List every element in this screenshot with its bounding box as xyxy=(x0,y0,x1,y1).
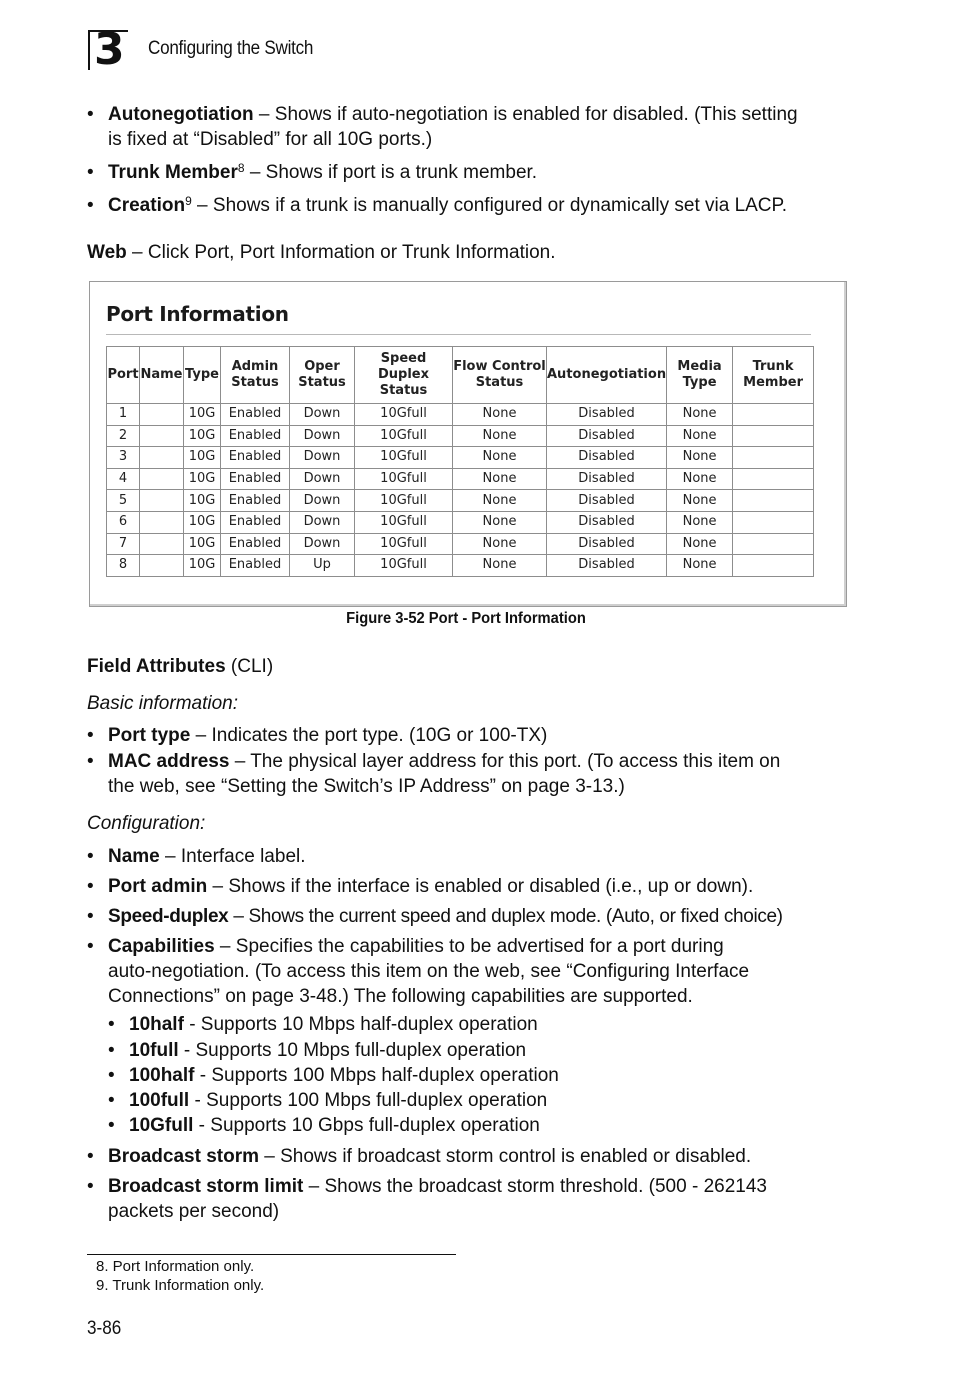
footnote-ref: 9 xyxy=(185,194,192,208)
table-cell: Enabled xyxy=(221,447,290,469)
desc: - Supports 100 Mbps full-duplex operation xyxy=(189,1090,548,1111)
chapter-number-box xyxy=(88,24,128,75)
configuration-heading: Configuration: xyxy=(87,813,206,834)
table-cell: Down xyxy=(290,533,355,555)
table-cell: None xyxy=(667,511,733,533)
column-header: Admin Status xyxy=(221,347,290,404)
table-cell xyxy=(733,555,814,577)
table-cell: 10Gfull xyxy=(355,533,453,555)
table-cell: Disabled xyxy=(547,533,667,555)
capability-10half xyxy=(108,1012,808,1037)
term: 100half xyxy=(129,1065,195,1086)
desc: - Supports 100 Mbps half-duplex operation xyxy=(194,1065,559,1086)
capability-10full xyxy=(108,1038,808,1063)
web-instructions xyxy=(87,240,555,265)
bullet-name xyxy=(87,844,867,869)
table-cell xyxy=(733,447,814,469)
table-cell: 10G xyxy=(184,490,221,512)
table-row xyxy=(107,555,814,577)
table-cell: None xyxy=(667,555,733,577)
term: Field Attributes xyxy=(87,656,226,677)
table-cell: Down xyxy=(290,490,355,512)
table-cell: Enabled xyxy=(221,490,290,512)
table-cell xyxy=(140,447,184,469)
table-cell: 1 xyxy=(107,404,140,426)
table-cell xyxy=(733,425,814,447)
desc: (CLI) xyxy=(225,656,274,677)
table-cell: None xyxy=(453,490,547,512)
desc: – Indicates the port type. (10G or 100-TX) xyxy=(190,725,548,746)
bullet-capabilities xyxy=(87,934,867,1009)
term: 10half xyxy=(129,1014,184,1035)
chapter-number: 3 xyxy=(94,24,125,75)
desc: - Supports 10 Mbps half-duplex operation xyxy=(183,1014,538,1035)
table-cell: 10Gfull xyxy=(355,555,453,577)
term: Creation xyxy=(108,195,186,216)
table-cell: Disabled xyxy=(547,511,667,533)
desc-line3: Connections” on page 3-48.) The following capabilities are supported. xyxy=(108,986,693,1007)
table-cell: 10G xyxy=(184,511,221,533)
column-header: Type xyxy=(184,347,221,404)
desc-line2: packets per second) xyxy=(108,1201,280,1222)
term: Port type xyxy=(108,725,191,746)
bullet-dot: • xyxy=(87,1176,94,1197)
table-cell: Enabled xyxy=(221,404,290,426)
term: 10full xyxy=(129,1040,179,1061)
table-cell xyxy=(733,490,814,512)
table-cell xyxy=(733,404,814,426)
table-cell: Up xyxy=(290,555,355,577)
column-header: Autonegotiation xyxy=(547,347,667,404)
table-cell: 10Gfull xyxy=(355,468,453,490)
desc: – Interface label. xyxy=(159,846,306,867)
bullet-dot: • xyxy=(87,751,94,772)
table-cell xyxy=(140,511,184,533)
bullet-dot: • xyxy=(108,1115,115,1136)
bullet-dot: • xyxy=(87,846,94,867)
table-cell: 10Gfull xyxy=(355,511,453,533)
table-cell xyxy=(140,533,184,555)
field-attributes-heading xyxy=(87,654,273,679)
table-cell: None xyxy=(453,555,547,577)
term: Broadcast storm xyxy=(108,1146,259,1167)
table-cell xyxy=(140,468,184,490)
table-row xyxy=(107,468,814,490)
table-cell: Down xyxy=(290,404,355,426)
column-header: Media Type xyxy=(667,347,733,404)
bullet-broadcast-storm xyxy=(87,1144,867,1169)
table-cell xyxy=(140,555,184,577)
bullet-speed-duplex xyxy=(87,904,867,929)
bullet-mac-address xyxy=(87,749,867,799)
desc: – Shows if auto-negotiation is enabled for disabled. (This setting xyxy=(253,104,798,125)
table-cell: 6 xyxy=(107,511,140,533)
term: Broadcast storm limit xyxy=(108,1176,304,1197)
table-cell xyxy=(733,468,814,490)
term: Name xyxy=(108,846,160,867)
table-cell: Enabled xyxy=(221,468,290,490)
table-cell: 7 xyxy=(107,533,140,555)
table-cell: Down xyxy=(290,511,355,533)
table-cell xyxy=(733,533,814,555)
bullet-dot: • xyxy=(108,1040,115,1061)
port-information-table xyxy=(106,346,814,577)
table-cell: Disabled xyxy=(547,425,667,447)
table-cell: None xyxy=(667,447,733,469)
table-cell: 10G xyxy=(184,555,221,577)
bullet-dot: • xyxy=(108,1065,115,1086)
table-cell: Disabled xyxy=(547,404,667,426)
table-cell xyxy=(140,490,184,512)
table-cell: Enabled xyxy=(221,555,290,577)
column-header: Trunk Member xyxy=(733,347,814,404)
table-cell xyxy=(733,511,814,533)
bullet-dot: • xyxy=(87,725,94,746)
bullet-autonegotiation xyxy=(87,102,867,152)
desc: – Shows if a trunk is manually configured or dynamically set via LACP. xyxy=(191,195,788,216)
column-header: Speed Duplex Status xyxy=(355,347,453,404)
table-cell: Down xyxy=(290,425,355,447)
table-cell: Enabled xyxy=(221,511,290,533)
table-cell: 10G xyxy=(184,468,221,490)
bullet-creation xyxy=(87,193,867,218)
table-row xyxy=(107,425,814,447)
table-row xyxy=(107,533,814,555)
desc-line2: the web, see “Setting the Switch’s IP Address” on page 3-13.) xyxy=(108,776,625,797)
table-cell: 3 xyxy=(107,447,140,469)
table-cell: 10G xyxy=(184,447,221,469)
table-row xyxy=(107,404,814,426)
table-cell: Down xyxy=(290,447,355,469)
term: Web xyxy=(87,242,127,263)
bullet-dot: • xyxy=(87,876,94,897)
bullet-dot: • xyxy=(108,1090,115,1111)
column-header: Flow Control Status xyxy=(453,347,547,404)
column-header: Name xyxy=(140,347,184,404)
table-cell: Down xyxy=(290,468,355,490)
table-header-row xyxy=(107,347,814,404)
chapter-title: Configuring the Switch xyxy=(148,38,314,59)
table-cell: None xyxy=(453,425,547,447)
footnote-divider xyxy=(87,1254,456,1255)
bullet-dot: • xyxy=(87,1146,94,1167)
bullet-dot: • xyxy=(87,104,94,125)
desc-line2: auto-negotiation. (To access this item on the web, see “Configuring Interface xyxy=(108,961,750,982)
bullet-port-type xyxy=(87,723,867,748)
table-cell: 10G xyxy=(184,533,221,555)
screenshot-title: Port Information xyxy=(106,302,289,326)
port-information-screenshot xyxy=(89,281,847,607)
table-cell: None xyxy=(667,468,733,490)
table-cell: 10G xyxy=(184,404,221,426)
table-cell: 10Gfull xyxy=(355,447,453,469)
footnote-9: 9. Trunk Information only. xyxy=(96,1277,265,1294)
desc: – Shows the broadcast storm threshold. (500 - 262143 xyxy=(303,1176,767,1197)
table-row xyxy=(107,447,814,469)
table-cell: 10Gfull xyxy=(355,425,453,447)
bullet-dot: • xyxy=(87,162,94,183)
table-cell: Disabled xyxy=(547,490,667,512)
table-cell xyxy=(140,425,184,447)
table-cell: Enabled xyxy=(221,533,290,555)
divider xyxy=(106,334,811,335)
column-header: Port xyxy=(107,347,140,404)
bullet-dot: • xyxy=(87,906,94,927)
desc: – Shows if broadcast storm control is enabled or disabled. xyxy=(259,1146,752,1167)
term: Port admin xyxy=(108,876,208,897)
bullet-port-admin xyxy=(87,874,867,899)
table-cell xyxy=(140,404,184,426)
table-cell: 10Gfull xyxy=(355,404,453,426)
term: Autonegotiation xyxy=(108,104,254,125)
table-body xyxy=(107,404,814,577)
bullet-dot: • xyxy=(87,936,94,957)
table-cell: Disabled xyxy=(547,468,667,490)
bullet-trunk-member xyxy=(87,160,867,185)
capability-10gfull xyxy=(108,1113,808,1138)
desc: – Specifies the capabilities to be advertised for a port during xyxy=(214,936,724,957)
desc: - Supports 10 Gbps full-duplex operation xyxy=(193,1115,540,1136)
desc: – Shows the current speed and duplex mode. (Auto, or fixed choice) xyxy=(228,906,783,927)
term: Speed-duplex xyxy=(108,906,229,927)
table-cell: 5 xyxy=(107,490,140,512)
table-cell: Enabled xyxy=(221,425,290,447)
table-cell: 8 xyxy=(107,555,140,577)
table-cell: None xyxy=(667,490,733,512)
capability-100full xyxy=(108,1088,808,1113)
bullet-dot: • xyxy=(87,195,94,216)
figure-caption: Figure 3-52 Port - Port Information xyxy=(346,610,586,627)
table-cell: 10Gfull xyxy=(355,490,453,512)
term: MAC address xyxy=(108,751,230,772)
table-cell: None xyxy=(453,511,547,533)
column-header: Oper Status xyxy=(290,347,355,404)
table-row xyxy=(107,490,814,512)
desc-line2: is fixed at “Disabled” for all 10G ports.) xyxy=(108,129,433,150)
bullet-broadcast-storm-limit xyxy=(87,1174,867,1224)
table-cell: None xyxy=(453,404,547,426)
term: 10Gfull xyxy=(129,1115,194,1136)
bullet-dot: • xyxy=(108,1014,115,1035)
table-cell: None xyxy=(667,404,733,426)
basic-info-heading: Basic information: xyxy=(87,693,239,714)
desc: – Click Port, Port Information or Trunk Information. xyxy=(126,242,556,263)
table-cell: 2 xyxy=(107,425,140,447)
table-cell: 4 xyxy=(107,468,140,490)
desc: - Supports 10 Mbps full-duplex operation xyxy=(178,1040,527,1061)
term: Trunk Member xyxy=(108,162,238,183)
table-cell: None xyxy=(453,447,547,469)
page-number: 3-86 xyxy=(87,1318,122,1339)
table-cell: 10G xyxy=(184,425,221,447)
desc: – Shows if port is a trunk member. xyxy=(244,162,538,183)
footnote-ref: 8 xyxy=(237,161,245,175)
table-cell: Disabled xyxy=(547,447,667,469)
table-cell: Disabled xyxy=(547,555,667,577)
term: 100full xyxy=(129,1090,190,1111)
desc: – Shows if the interface is enabled or disabled (i.e., up or down). xyxy=(207,876,754,897)
desc: – The physical layer address for this port. (To access this item on xyxy=(229,751,781,772)
table-cell: None xyxy=(667,533,733,555)
table-cell: None xyxy=(453,468,547,490)
table-cell: None xyxy=(667,425,733,447)
capability-100half xyxy=(108,1063,808,1088)
table-cell: None xyxy=(453,533,547,555)
table-row xyxy=(107,511,814,533)
footnote-8: 8. Port Information only. xyxy=(96,1258,255,1275)
term: Capabilities xyxy=(108,936,215,957)
